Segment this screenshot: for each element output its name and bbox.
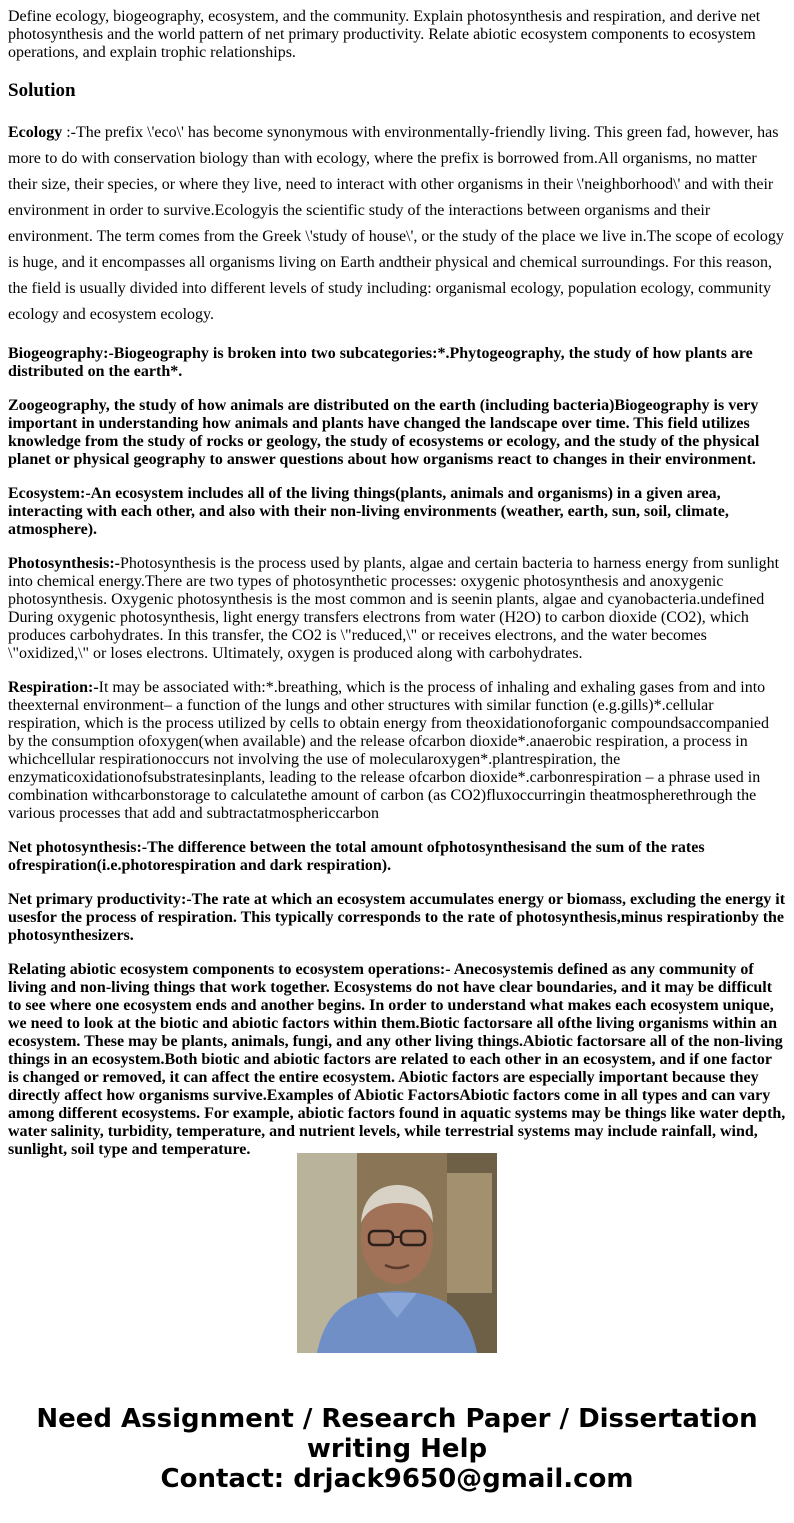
net-photosynthesis-paragraph: Net photosynthesis:-The difference between the total amount ofphotosynthesisand the sum of the rates ofrespiration(i.e.photorespiration and dark respiration). bbox=[8, 839, 705, 874]
ecology-text: :-The prefix \'eco\' has become synonymous with environmentally-friendly living. This green fad, however, has more to do with conservation biology than with ecology, where the prefix is borrowed from.All organisms, no matter their size, their species, or where they live, need to interact with other organisms in their \'neighborhood\' and with their environment in order to survive.Ecologyis the scientific study of the interactions between organisms and their environment. The term comes from the Greek \'study of house\', or the study of the place we live in.The scope of ecology is huge, and it encompasses all organisms living on Earth andtheir physical and chemical surroundings. For this reason, the field is usually divided into different levels of study including: organismal ecology, population ecology, community ecology and ecosystem ecology. bbox=[8, 124, 784, 323]
photosynthesis-paragraph bbox=[8, 555, 786, 663]
promo-line-1: Need Assignment / Research Paper / Dissertation bbox=[36, 1404, 758, 1434]
photosynthesis-term: Photosynthesis:- bbox=[8, 555, 121, 572]
promo-banner bbox=[0, 1404, 794, 1494]
photosynthesis-text: Photosynthesis is the process used by plants, algae and certain bacteria to harness energy from sunlight into chemical energy.There are two types of photosynthetic processes: oxygenic photosynthesis and anoxygenic photosynthesis. Oxygenic photosynthesis is the most common and is seenin plants, algae and cyanobacteria.undefined During oxygenic photosynthesis, light energy transfers electrons from water (H2O) to carbon dioxide (CO2), which produces carbohydrates. In this transfer, the CO2 is \"reduced,\" or receives electrons, and the water becomes \"oxidized,\" or loses electrons. Ultimately, oxygen is produced along with carbohydrates. bbox=[8, 555, 780, 662]
author-avatar bbox=[297, 1153, 497, 1353]
solution-heading: Solution bbox=[8, 80, 76, 101]
biogeography-paragraph: Biogeography:-Biogeography is broken into two subcategories:*.Phytogeography, the study of how plants are distributed on the earth*. bbox=[8, 345, 753, 380]
answer-body bbox=[8, 8, 786, 1158]
respiration-term: Respiration:- bbox=[8, 679, 99, 696]
ecosystem-paragraph: Ecosystem:-An ecosystem includes all of the living things(plants, animals and organisms) in a given area, interacting with each other, and also with their non-living environments (weather, earth, sun, soil, climate, atmosphere). bbox=[8, 485, 729, 538]
ecology-term: Ecology bbox=[8, 124, 63, 141]
question-text: Define ecology, biogeography, ecosystem, and the community. Explain photosynthesis and respiration, and derive net photosynthesis and the world pattern of net primary productivity. Relate abiotic ecosystem components to ecosystem operations, and explain trophic relationships. bbox=[8, 8, 761, 61]
document bbox=[8, 8, 786, 1158]
promo-line-2: writing Help bbox=[306, 1434, 488, 1464]
author-portrait-image bbox=[297, 1153, 497, 1353]
ecology-paragraph bbox=[8, 120, 786, 328]
respiration-text: It may be associated with:*.breathing, which is the process of inhaling and exhaling gases from and into theexternal environment– a function of the lungs and other structures with similar function (e.g.gills)*.cellular respiration, which is the process utilized by cells to obtain energy from theoxidationoforganic compoundsaccompanied by the consumption ofoxygen(when available) and the release ofcarbon dioxide*.anaerobic respiration, a process in whichcellular respirationoccurs not involving the use of molecularoxygen*.plantrespiration, the enzymaticoxidationofsubstratesinplants, leading to the release ofcarbon dioxide*.carbonrespiration – a phrase used in combination withcarbonstorage to calculatethe amount of carbon (as CO2)fluxoccurringin theatmospherethrough the various processes that add and subtractatmosphericcarbon bbox=[8, 679, 769, 822]
promo-contact: Contact: drjack9650@gmail.com bbox=[160, 1464, 634, 1494]
respiration-paragraph bbox=[8, 679, 786, 823]
net-primary-productivity-paragraph: Net primary productivity:-The rate at which an ecosystem accumulates energy or biomass, excluding the energy it usesfor the process of respiration. This typically corresponds to the rate of photosynthesis,minus respirationby the photosynthesizers. bbox=[8, 891, 786, 944]
abiotic-paragraph: Relating abiotic ecosystem components to ecosystem operations:- Anecosystemis defined as any community of living and non-living things that work together. Ecosystems do not have clear boundaries, and it may be difficult to see where one ecosystem ends and another begins. In order to understand what makes each ecosystem unique, we need to look at the biotic and abiotic factors within them.Biotic factorsare all ofthe living organisms within an ecosystem. These may be plants, animals, fungi, and any other living things.Abiotic factorsare all of the non-living things in an ecosystem.Both biotic and abiotic factors are related to each other in an ecosystem, and if one factor is changed or removed, it can affect the entire ecosystem. Abiotic factors are especially important because they directly affect how organisms survive.Examples of Abiotic FactorsAbiotic factors come in all types and can vary among different ecosystems. For example, abiotic factors found in aquatic systems may be things like water depth, water salinity, turbidity, temperature, and nutrient levels, while terrestrial systems may include rainfall, wind, sunlight, soil type and temperature. bbox=[8, 961, 786, 1158]
zoogeography-paragraph: Zoogeography, the study of how animals are distributed on the earth (including bacteria)Biogeography is very important in understanding how animals and plants have changed the landscape over time. This field utilizes knowledge from the study of rocks or geology, the study of ecosystems or ecology, and the study of the physical planet or physical geography to answer questions about how organisms react to changes in their environment. bbox=[8, 397, 760, 468]
